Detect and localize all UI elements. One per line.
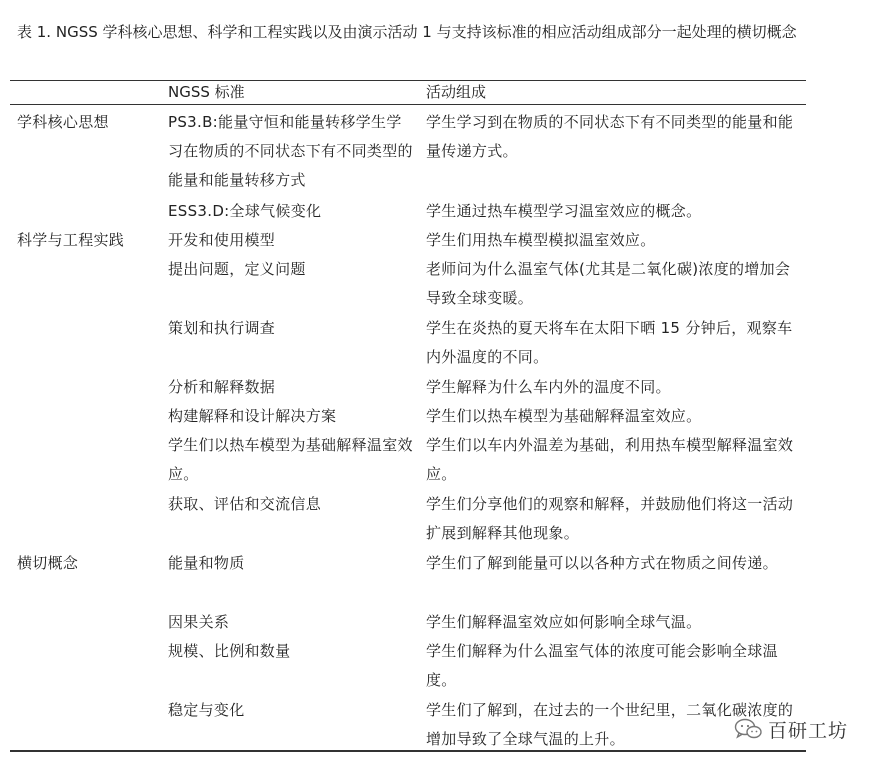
activity-cell: 学生解释为什么车内外的温度不同。 (426, 378, 671, 396)
table-row (0, 431, 874, 490)
activity-cell: 学生在炎热的夏天将车在太阳下晒 15 分钟后，观察车内外温度的不同。 (426, 319, 793, 366)
activity-cell: 学生通过热车模型学习温室效应的概念。 (426, 202, 702, 220)
table-row (0, 490, 874, 549)
table-caption: 表 1. NGSS 学科核心思想、科学和工程实践以及由演示活动 1 与支持该标准的相应活动组成部分一起处理的横切概念 (17, 23, 797, 41)
table-row (0, 637, 874, 696)
table-row (0, 108, 874, 197)
activity-cell: 学生们了解到能量可以以各种方式在物质之间传递。 (426, 554, 778, 572)
standard-cell: 策划和执行调查 (168, 319, 276, 337)
standard-cell: 开发和使用模型 (168, 231, 276, 249)
category-cell: 横切概念 (17, 554, 79, 572)
activity-cell: 学生们了解到，在过去的一个世纪里，二氧化碳浓度的增加导致了全球气温的上升。 (426, 701, 794, 748)
wechat-icon (734, 718, 762, 740)
activity-cell: 老师问为什么温室气体(尤其是二氧化碳)浓度的增加会导致全球变暖。 (426, 260, 791, 307)
table-row (0, 373, 874, 402)
standard-cell: 能量和物质 (168, 554, 245, 572)
activity-cell: 学生们解释为什么温室气体的浓度可能会影响全球温度。 (426, 642, 778, 689)
activity-cell: 学生们用热车模型模拟温室效应。 (426, 231, 656, 249)
activity-cell: 学生学习到在物质的不同状态下有不同类型的能量和能量传递方式。 (426, 113, 794, 160)
standard-cell: 规模、比例和数量 (168, 642, 291, 660)
header-activity: 活动组成 (426, 83, 487, 101)
table-row (0, 197, 874, 226)
standard-cell: 稳定与变化 (168, 701, 245, 719)
table-row (0, 226, 874, 255)
table-bottom-rule (10, 750, 806, 752)
activity-cell: 学生们解释温室效应如何影响全球气温。 (426, 613, 702, 631)
category-cell: 科学与工程实践 (17, 231, 125, 249)
table-body (0, 108, 874, 755)
activity-cell: 学生们以车内外温差为基础，利用热车模型解释温室效应。 (426, 436, 794, 483)
standard-cell: 获取、评估和交流信息 (168, 495, 322, 513)
standard-cell: 构建解释和设计解决方案 (168, 407, 337, 425)
activity-cell: 学生们以热车模型为基础解释温室效应。 (426, 407, 702, 425)
standard-cell: 分析和解释数据 (168, 378, 276, 396)
standard-cell: 学生们以热车模型为基础解释温室效应。 (168, 436, 413, 483)
table-top-rule (10, 80, 806, 81)
header-standard: NGSS 标准 (168, 83, 245, 101)
table-row (0, 549, 874, 608)
table-row (0, 608, 874, 637)
watermark (734, 712, 848, 746)
activity-cell: 学生们分享他们的观察和解释，并鼓励他们将这一活动扩展到解释其他现象。 (426, 495, 794, 542)
standard-cell: 提出问题，定义问题 (168, 260, 306, 278)
standard-cell: PS3.B:能量守恒和能量转移学生学习在物质的不同状态下有不同类型的能量和能量转移方式 (168, 113, 413, 189)
table-row (0, 255, 874, 314)
watermark-text: 百研工坊 (767, 719, 848, 742)
table-row (0, 314, 874, 373)
standard-cell: ESS3.D:全球气候变化 (168, 202, 322, 220)
table-header-rule (10, 104, 806, 105)
category-cell: 学科核心思想 (17, 113, 109, 131)
table-row (0, 402, 874, 431)
standard-cell: 因果关系 (168, 613, 230, 631)
